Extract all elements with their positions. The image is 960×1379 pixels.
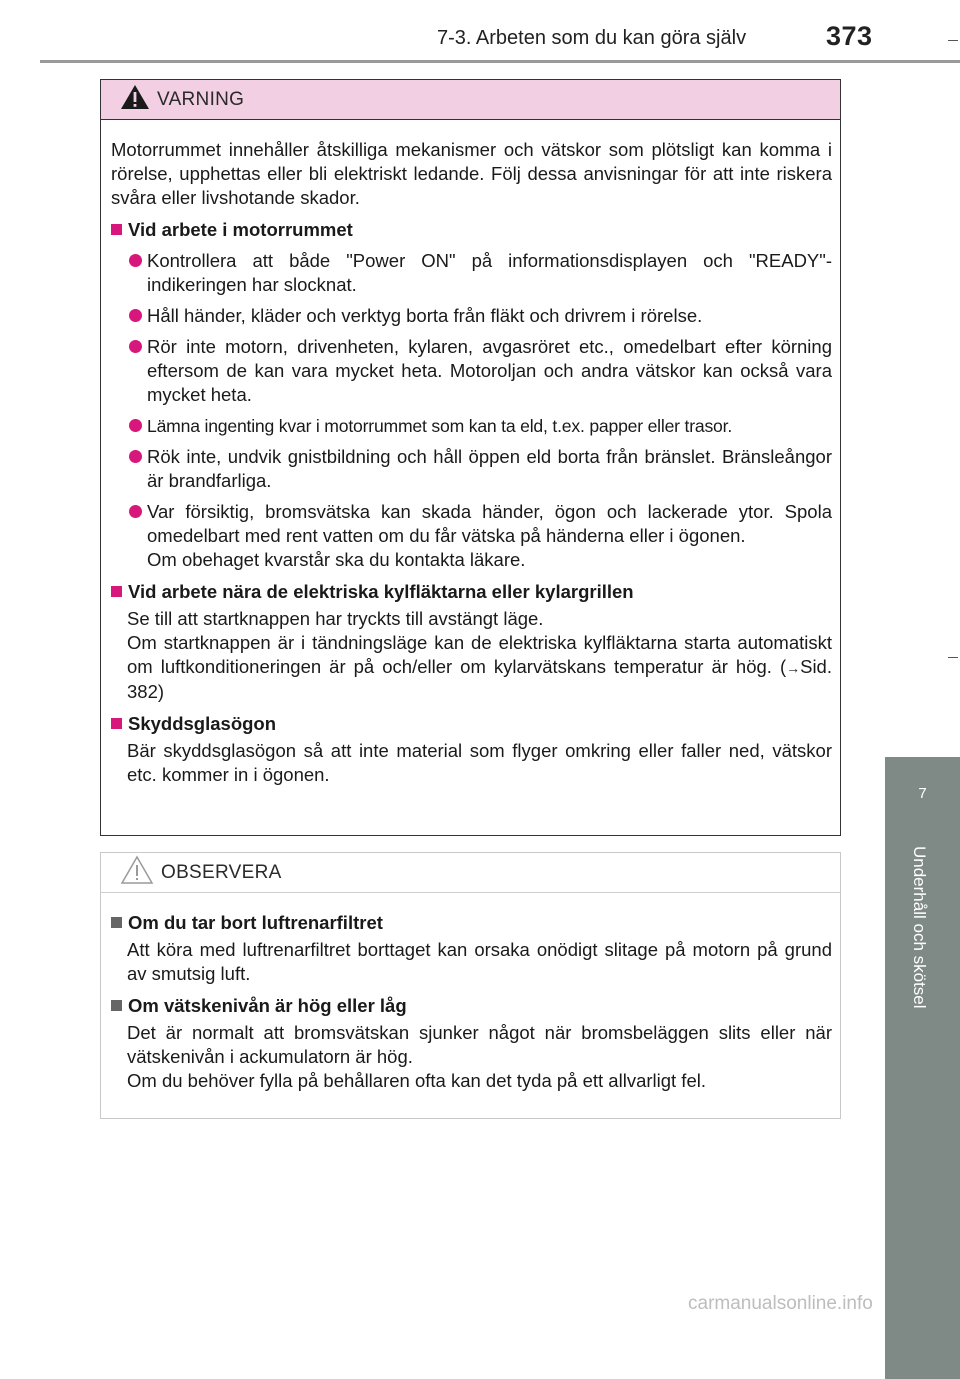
warning-heading: VARNING [157, 88, 245, 110]
notice-section-heading: Om vätskenivån är hög eller låg [111, 994, 832, 1018]
warning-section-heading: Skyddsglasögon [111, 712, 832, 736]
round-bullet-icon [129, 450, 142, 463]
page-reference-link[interactable]: Sid. 382) [127, 656, 832, 702]
warning-section-heading: Vid arbete nära de elektriska kylfläktarna eller kylargrillen [111, 580, 832, 604]
header-rule [40, 60, 960, 63]
round-bullet-icon [129, 419, 142, 432]
notice-heading: OBSERVERA [161, 861, 282, 883]
warning-intro: Motorrummet innehåller åtskilliga mekanismer och vätskor som plötsligt kan komma i rörelse, upphettas eller bli elektriskt ledande. Följ dessa anvisningar för att inte riskera svåra eller livshotande skador. [111, 139, 832, 208]
square-bullet-icon [111, 586, 122, 597]
square-bullet-icon [111, 917, 122, 928]
chapter-tab [885, 757, 960, 839]
round-bullet-icon [129, 309, 142, 322]
list-item: Lämna ingenting kvar i motorrummet som kan ta eld, t.ex. papper eller trasor. [111, 414, 832, 438]
section-text: Se till att startknappen har tryckts till avstängt läge. Om startknappen är i tändningsläge kan de elektriska kylfläktarna starta automatiskt om luftkonditioneringen är på och/eller om kylarvätskans temperatur är hög. (→Sid. 382) [127, 608, 832, 702]
section-text: Att köra med luftrenarfiltret borttaget kan orsaka onödigt slitage på motorn på grund av smutsig luft. [127, 939, 832, 984]
edge-tick [948, 40, 958, 41]
notice-section-heading: Om du tar bort luftrenarfiltret [111, 911, 832, 935]
caution-triangle-icon [120, 855, 154, 890]
round-bullet-icon [129, 340, 142, 353]
list-item: Var försiktig, bromsvätska kan skada händer, ögon och lackerade ytor. Spola omedelbart med rent vatten om du får vätska på händerna eller i ögonen. Om obehaget kvarstår ska du kontakta läkare. [111, 500, 832, 572]
section-title: 7-3. Arbeten som du kan göra själv [437, 27, 747, 49]
warning-section-heading: Vid arbete i motorrummet [111, 218, 832, 242]
list-item: Rök inte, undvik gnistbildning och håll öppen eld borta från bränslet. Bränsleångor är brandfarliga. [111, 445, 832, 493]
section-text: Bär skyddsglasögon så att inte material som flyger omkring eller faller ned, vätskor etc. kommer in i ögonen. [127, 740, 832, 785]
warning-header [101, 80, 840, 120]
notice-body [101, 893, 840, 1093]
page-number: 373 [826, 21, 873, 51]
round-bullet-icon [129, 505, 142, 518]
chapter-label: Underhåll och skötsel [910, 846, 929, 1009]
square-bullet-icon [111, 1000, 122, 1011]
arrow-right-icon: → [786, 660, 801, 676]
watermark: carmanualsonline.info [688, 1293, 873, 1314]
notice-header [101, 853, 840, 893]
list-item: Rör inte motorn, drivenheten, kylaren, avgasröret etc., omedelbart efter körning eftersom de kan vara mycket heta. Motoroljan och andra vätskor kan också vara mycket heta. [111, 335, 832, 407]
chapter-number: 7 [918, 785, 927, 802]
list-item: Håll händer, kläder och verktyg borta från fläkt och drivrem i rörelse. [111, 304, 832, 328]
square-bullet-icon [111, 718, 122, 729]
round-bullet-icon [129, 254, 142, 267]
warning-box [100, 79, 841, 836]
edge-tick [948, 657, 958, 658]
list-item: Kontrollera att både "Power ON" på informationsdisplayen och "READY"-indikeringen har slocknat. [111, 249, 832, 297]
notice-box [100, 852, 841, 1119]
warning-body [101, 120, 840, 787]
section-text: Det är normalt att bromsvätskan sjunker något när bromsbeläggen slits eller när vätskenivån i ackumulatorn är hög. Om du behöver fylla på behållaren ofta kan det tyda på ett allvarligt fel. [127, 1022, 832, 1091]
warning-triangle-icon [120, 84, 150, 115]
square-bullet-icon [111, 224, 122, 235]
